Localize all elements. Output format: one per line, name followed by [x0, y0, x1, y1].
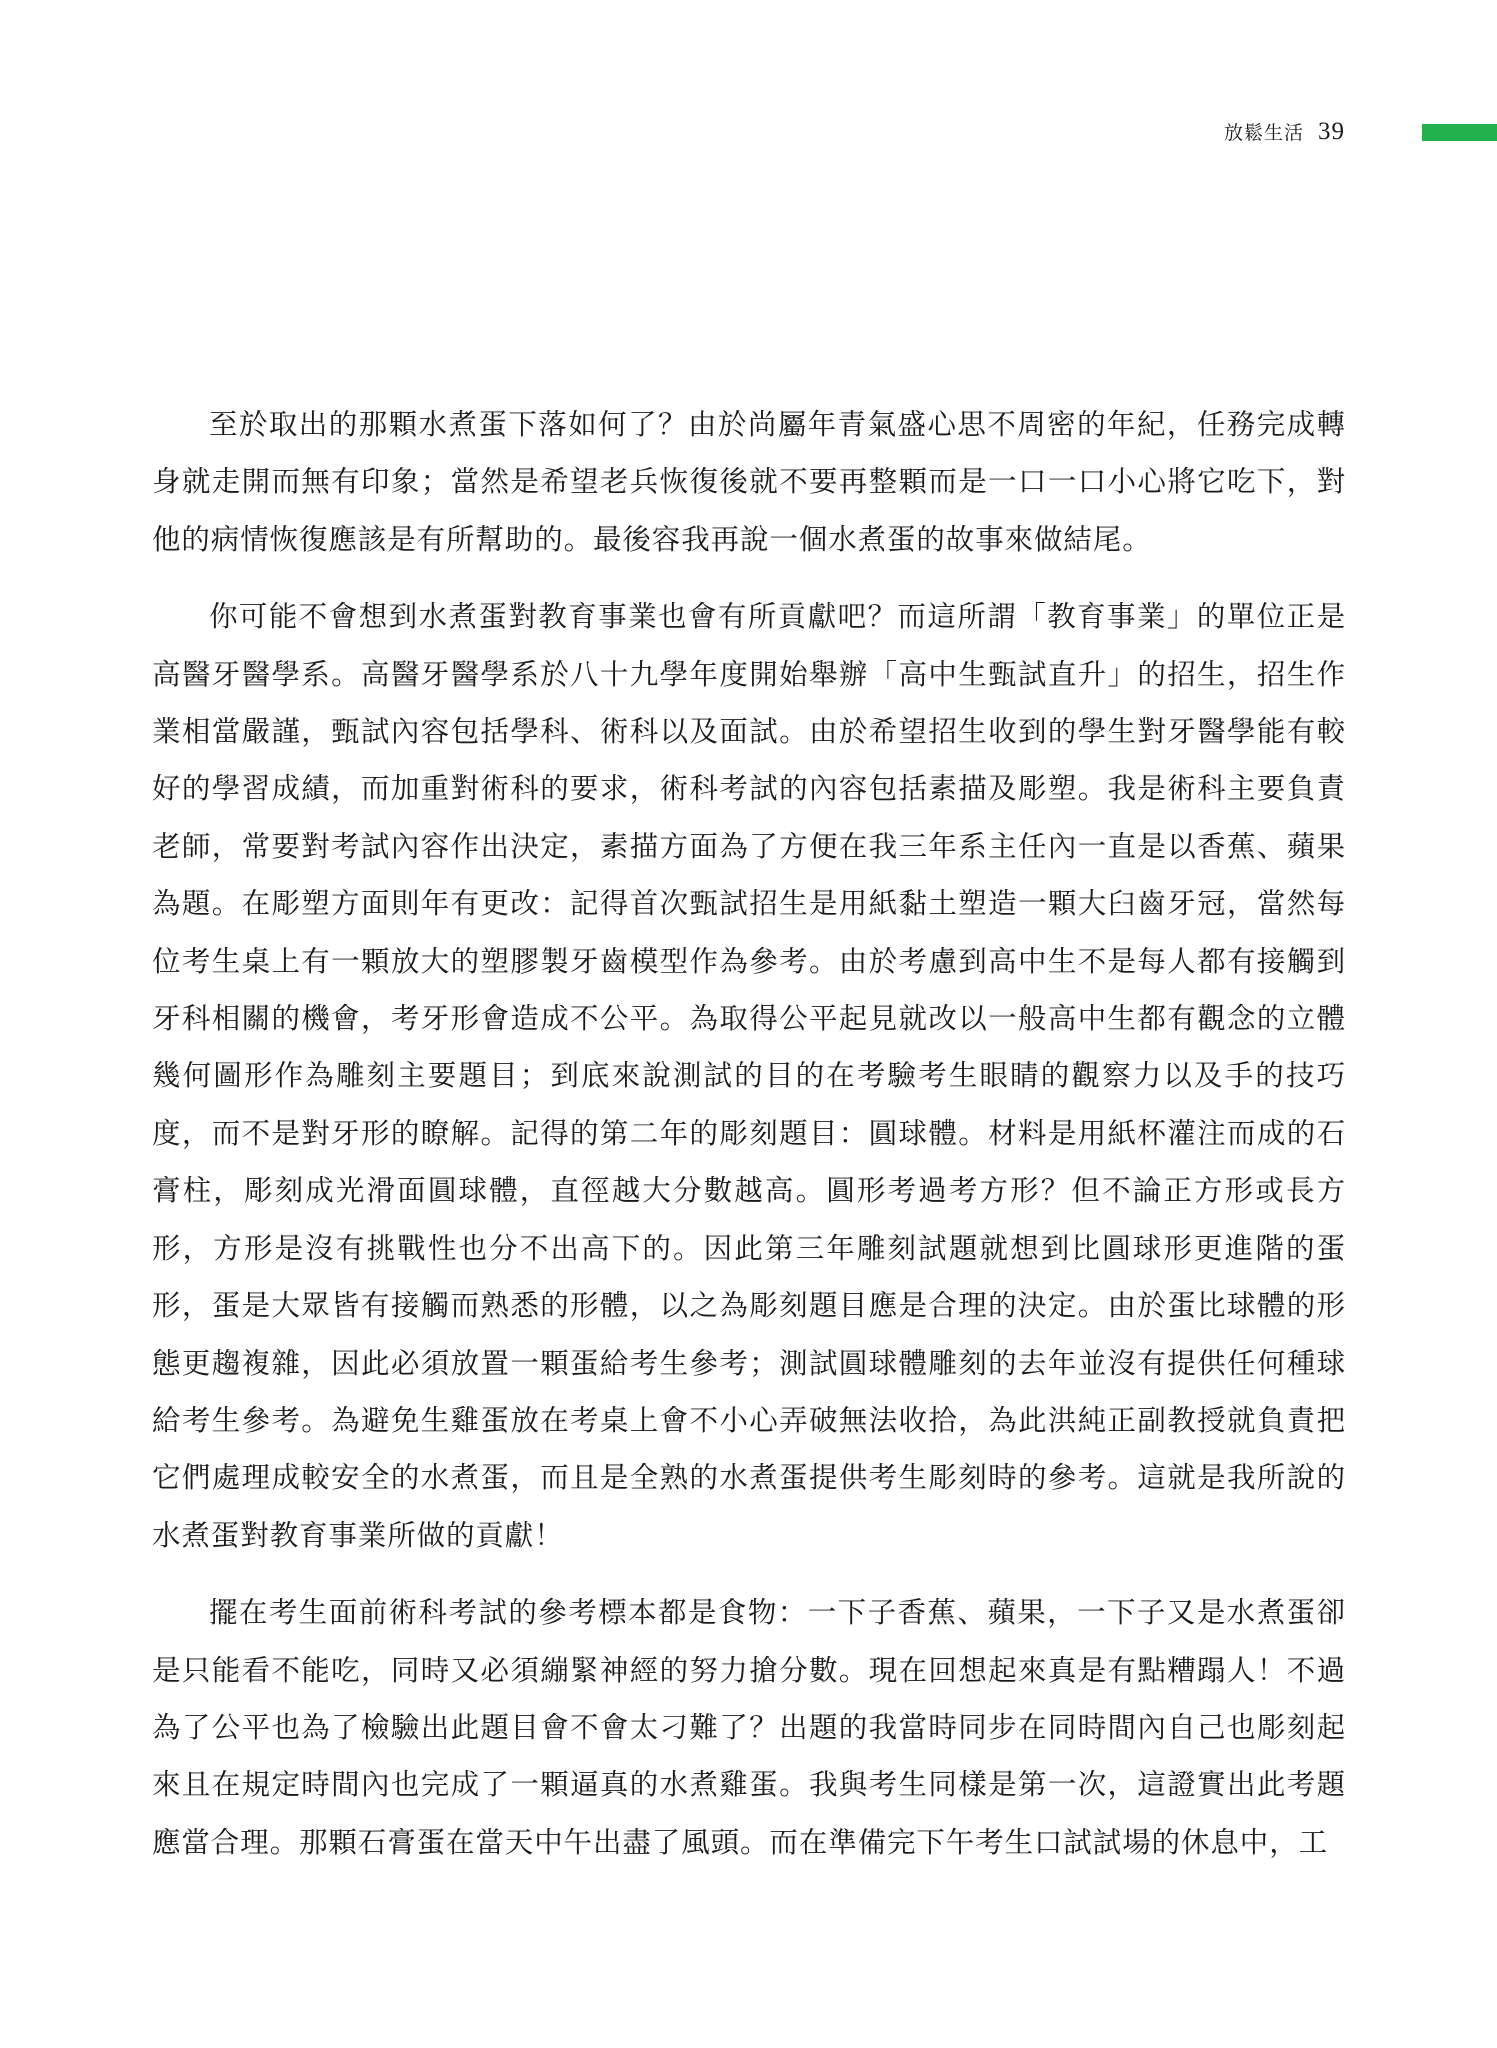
- page-number: 39: [1318, 118, 1345, 145]
- paragraph: 擺在考生面前術科考試的參考標本都是食物：一下子香蕉、蘋果，一下子又是水煮蛋卻是只能看不能吃，同時又必須繃緊神經的努力搶分數。現在回想起來真是有點糟蹋人！不過為了公平也為了檢驗出此題目會不會太刁難了？出題的我當時同步在同時間內自己也彫刻起來且在規定時間內也完成了一顆逼真的水煮雞蛋。我與考生同樣是第一次，這證實出此考題應當合理。那顆石膏蛋在當天中午出盡了風頭。而在準備完下午考生口試試場的休息中，工: [152, 1596, 1346, 1859]
- section-title: 放鬆生活: [1223, 122, 1304, 144]
- paragraph: 至於取出的那顆水煮蛋下落如何了？由於尚屬年青氣盛心思不周密的年紀，任務完成轉身就走開而無有印象；當然是希望老兵恢復後就不要再整顆而是一口一口小心將它吃下，對他的病情恢復應該是有所幫助的。最後容我再說一個水煮蛋的故事來做結尾。: [152, 408, 1346, 556]
- paragraph: 你可能不會想到水煮蛋對教育事業也會有所貢獻吧？而這所謂「教育事業」的單位正是高醫牙醫學系。高醫牙醫學系於八十九學年度開始舉辦「高中生甄試直升」的招生，招生作業相當嚴謹，甄試內容包括學科、術科以及面試。由於希望招生收到的學生對牙醫學能有較好的學習成績，而加重對術科的要求，術科考試的內容包括素描及彫塑。我是術科主要負責老師，常要對考試內容作出決定，素描方面為了方便在我三年系主任內一直是以香蕉、蘋果為題。在彫塑方面則年有更改：記得首次甄試招生是用紙黏土塑造一顆大臼齒牙冠，當然每位考生桌上有一顆放大的塑膠製牙齒模型作為參考。由於考慮到高中生不是每人都有接觸到牙科相關的機會，考牙形會造成不公平。為取得公平起見就改以一般高中生都有觀念的立體幾何圖形作為雕刻主要題目；到底來說測試的目的在考驗考生眼睛的觀察力以及手的技巧度，而不是對牙形的瞭解。記得的第二年的彫刻題目：圓球體。材料是用紙杯灌注而成的石膏柱，彫刻成光滑面圓球體，直徑越大分數越高。圓形考過考方形？但不論正方形或長方形，方形是沒有挑戰性也分不出高下的。因此第三年雕刻試題就想到比圓球形更進階的蛋形，蛋是大眾皆有接觸而熟悉的形體，以之為彫刻題目應是合理的決定。由於蛋比球體的形態更趨複雜，因此必須放置一顆蛋給考生參考；測試圓球體雕刻的去年並沒有提供任何種球給考生參考。為避免生雞蛋放在考桌上會不小心弄破無法收拾，為此洪純正副教授就負責把它們處理成較安全的水煮蛋，而且是全熟的水煮蛋提供考生彫刻時的參考。這就是我所說的水煮蛋對教育事業所做的貢獻！: [152, 600, 1346, 1552]
- running-header: [1224, 118, 1345, 146]
- chapter-tab-marker: [1422, 124, 1497, 141]
- body-text: [152, 396, 1346, 1891]
